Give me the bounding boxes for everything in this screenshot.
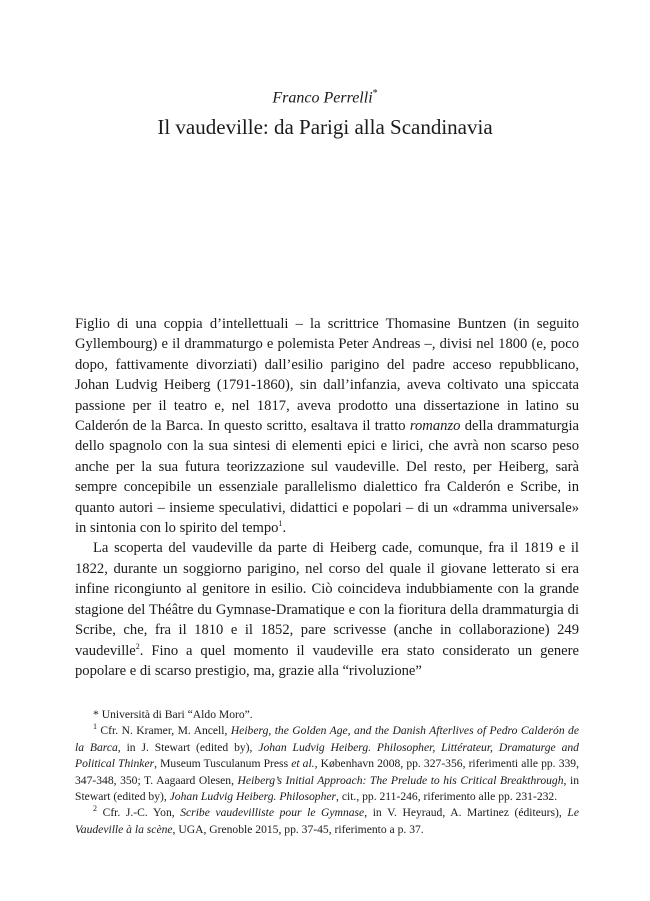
text-run: , in V. Heyraud, A. Martinez (éditeurs), xyxy=(364,806,568,820)
text-run: , Museum Tusculanum Press xyxy=(154,757,292,771)
author-name: Franco Perrelli xyxy=(272,89,373,107)
text-run: , in Stewart (edited by), xyxy=(75,773,579,804)
text-run: Cfr. N. Kramer, M. Ancell, xyxy=(97,724,231,738)
text-run: Cfr. J.-C. Yon, xyxy=(97,806,181,820)
italic-text: et al. xyxy=(291,757,315,771)
text-run: , UGA, Grenoble 2015, pp. 37-45, riferimento a p. 37. xyxy=(172,822,424,836)
italic-text: Heiberg’s Initial Approach: The Prelude to his Critical Breakthrough xyxy=(237,773,564,787)
text-run: , in J. Stewart (edited by), xyxy=(117,740,259,754)
text-run: . xyxy=(282,520,287,537)
footnote-1 xyxy=(75,723,579,805)
footnotes xyxy=(75,707,579,838)
italic-text: Scribe vaudevilliste pour le Gymnase xyxy=(180,806,365,820)
author-line xyxy=(0,88,650,107)
italic-text: Heiberg, the Golden Age, and the Danish Afterlives of Pedro Calderón de la Barca xyxy=(75,724,579,754)
text-run: . Fino a quel momento il vaudeville era stato considerato un genere popolare e di scarso prestigio, ma, grazie alla “rivoluzione” xyxy=(75,642,579,679)
text-run: La scoperta del vaudeville da parte di Heiberg cade, comunque, fra il 1819 e il 1822, durante un soggiorno parigino, nel corso del quale il giovane letterato si era infine ricongiunto al genitore in esilio. Ciò coincideva indubbiamente con la grande stagione del Théâtre du Gymnase-Dramatique e con la fioritura della drammaturgia di Scribe, che, fra il 1810 e il 1852, pare scrivesse (anche in collaborazione) 249 vaudeville xyxy=(75,540,579,659)
text-run: , cit., pp. 211-246, riferimento alle pp. 231-232. xyxy=(336,790,558,804)
italic-text: Johan Ludvig Heiberg. Philosopher xyxy=(169,790,337,804)
footnote-ref: 1 xyxy=(93,722,97,732)
text-run: Figlio di una coppia d’intellettuali – la scrittrice Thomasine Buntzen (in seguito Gyllembourg) e il drammaturgo e polemista Peter Andreas –, divisi nel 1800 (e, poco dopo, fattivamente divorziati) dall’esilio parigino del padre acceso repubblicano, Johan Ludvig Heiberg (1791-1860), sin dall’infanzia, aveva coltivato una spiccata passione per il teatro e, nel 1817, aveva prodotto una dissertazione in latino su Calderón de la Barca. In questo scritto, esaltava il tratto xyxy=(75,316,579,435)
article-title: Il vaudeville: da Parigi alla Scandinavia xyxy=(157,115,493,139)
italic-text: Le Vaudeville à la scène xyxy=(75,806,579,836)
footnote-2 xyxy=(75,805,579,838)
footnote-ref: 2 xyxy=(135,641,140,651)
article-body xyxy=(75,314,579,681)
paragraph-2 xyxy=(75,538,579,681)
footnote-ref: 1 xyxy=(278,519,283,529)
text-run: della drammaturgia dello spagnolo con la sua sintesi di elementi epici e lirici, che avrà non scarso peso anche per la sua futura teorizzazione sul vaudeville. Del resto, per Heiberg, sarà sempre concepibile un essenziale parallelismo dialettico fra Calderón e Scribe, in quanto autori – insieme speculativi, didattici e popolari – di un «dramma universale» in sintonia con lo spirito del tempo xyxy=(75,418,579,537)
footnote-ref: 2 xyxy=(93,804,97,814)
text-run: * Università di Bari “Aldo Moro”. xyxy=(93,708,253,721)
text-run: , København 2008, pp. 327-356, riferimenti alle pp. 339, 347-348, 350; T. Aagaard Olesen, xyxy=(75,757,579,787)
footnote-affiliation xyxy=(75,707,579,723)
paragraph-1 xyxy=(75,314,579,538)
author-footnote-mark: * xyxy=(372,88,378,99)
italic-text: Johan Ludvig Heiberg. Philosopher, Littérateur, Dramaturge and Political Thinker xyxy=(75,740,579,771)
italic-text: romanzo xyxy=(409,418,461,435)
